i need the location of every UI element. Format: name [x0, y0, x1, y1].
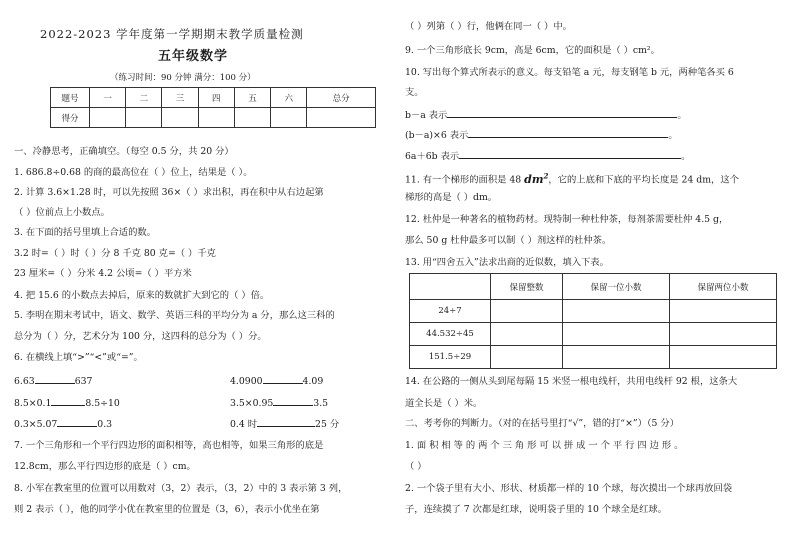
quotient-table: [409, 273, 777, 369]
question-line: 3. 在下面的括号里填上合适的数。: [14, 227, 156, 238]
right-column: [405, 0, 783, 550]
compare-left: 0.3×5.07: [14, 419, 58, 430]
question-line: 13. 用“四舍五入”法求出商的近似数，填入下表。: [405, 257, 609, 268]
question-line: 10. 写出每个算式所表示的意义。每支铅笔 a 元，每支钢笔 b 元，两种笔各买 6: [405, 67, 734, 78]
question-line: （ ）列第（ ）行，他俩在同一（ ）中。: [405, 21, 572, 32]
quotient-expression: 44.532÷45: [410, 323, 491, 346]
answer-cell[interactable]: [670, 323, 777, 346]
quotient-table-header: 保留整数: [491, 274, 563, 300]
answer-blank[interactable]: [468, 128, 668, 138]
expression-label: (b－a)×6 表示: [405, 130, 469, 141]
compare-row: [14, 396, 120, 410]
question-text: 11. 有一个梯形的面积是 48: [405, 174, 522, 186]
exam-subtitle: 五年级数学: [158, 49, 229, 64]
question-line: 总分为（ ）分，艺术分为 100 分，这四科的总分为（ ）分。: [14, 331, 267, 342]
question-line: 1. 686.8÷0.68 的商的最高位在（ ）位上，结果是（ ）。: [14, 167, 253, 178]
compare-left: 3.5×0.95: [230, 398, 274, 409]
question-text: ，它的上底和下底的平均长度是 24 dm，这个: [548, 174, 739, 186]
quotient-table-header: [410, 274, 491, 300]
score-table-header: 总分: [307, 88, 376, 108]
compare-row: [230, 396, 328, 410]
question-line: 6. 在横线上填“>”“<”或“=”。: [14, 352, 143, 363]
quotient-table-header: 保留两位小数: [670, 274, 777, 300]
quotient-table-header: 保留一位小数: [563, 274, 670, 300]
question-line: 23 厘米=（ ）分米 4.2 公顷=（ ）平方米: [14, 268, 192, 279]
meaning-line: b－a 表示 。: [405, 110, 687, 121]
answer-cell[interactable]: [670, 300, 777, 323]
question-line: 道全长是（ ）米。: [405, 398, 483, 409]
answer-blank[interactable]: [57, 417, 97, 427]
question-line: 梯形的高是（ ）dm。: [405, 192, 498, 203]
compare-left: 0.4 时: [230, 419, 258, 430]
score-cell[interactable]: [162, 108, 198, 128]
compare-right: 3.5: [313, 398, 329, 409]
compare-row: [230, 417, 339, 431]
question-line: [405, 169, 739, 187]
compare-left: 8.5×0.1: [14, 398, 52, 409]
question-line: 8. 小军在教室里的位置可以用数对（3，2）表示，（3，2）中的 3 表示第 3 列，: [14, 483, 348, 494]
score-table-header: 六: [271, 88, 307, 108]
meaning-line: (b－a)×6 表示 。: [405, 130, 678, 141]
score-table-header: 二: [126, 88, 162, 108]
answer-cell[interactable]: [563, 300, 670, 323]
meaning-line: 6a＋6b 表示 。: [405, 151, 691, 162]
score-table-header: 题号: [51, 88, 90, 108]
answer-blank[interactable]: [459, 149, 681, 159]
question-line: 则 2 表示（ ），他的同学小优在教室里的位置是（3，6），表示小优坐在第: [14, 504, 320, 515]
question-line: 支。: [405, 87, 424, 98]
question-line: 14. 在公路的一侧从头到尾每隔 15 米竖一根电线杆，共用电线杆 92 根，这条大: [405, 376, 738, 387]
expression-label: 6a＋6b 表示: [405, 151, 460, 162]
answer-blank[interactable]: [51, 396, 85, 406]
section-2-heading: 二、考考你的判断力。（对的在括号里打“√”，错的打“×”）（5 分）: [405, 418, 680, 429]
compare-left: 4.0900: [230, 376, 263, 387]
compare-right: 4.09: [302, 376, 324, 387]
question-line: 9. 一个三角形底长 9cm，高是 6cm，它的面积是（ ）cm²。: [405, 45, 660, 56]
answer-cell[interactable]: [491, 323, 563, 346]
score-cell[interactable]: [271, 108, 307, 128]
score-cell[interactable]: [126, 108, 162, 128]
question-line: 12.8cm，那么平行四边形的底是（ ）cm。: [14, 461, 196, 472]
left-column: [14, 0, 392, 550]
question-line: 3.2 时=（ ）时（ ）分 8 千克 80 克=（ ）千克: [14, 248, 216, 259]
compare-left: 6.63: [14, 376, 35, 387]
score-cell[interactable]: [90, 108, 126, 128]
question-line: 12. 杜仲是一种著名的植物药材。现特制一种杜仲茶，每剂茶需要杜仲 4.5 g，: [405, 214, 729, 225]
score-table-header: 三: [162, 88, 198, 108]
compare-row: [230, 374, 323, 388]
quotient-expression: 151.5÷29: [410, 346, 491, 369]
score-table: [50, 87, 376, 128]
compare-right: 637: [74, 376, 93, 387]
expression-label: b－a 表示: [405, 110, 448, 121]
compare-row: [14, 417, 112, 431]
section-1-heading: 一、冷静思考，正确填空。（每空 0.5 分，共 20 分）: [14, 146, 234, 157]
score-table-header: 一: [90, 88, 126, 108]
compare-right: 0.3: [97, 419, 113, 430]
score-cell[interactable]: [198, 108, 234, 128]
answer-blank[interactable]: [35, 374, 75, 384]
score-row-label: 得分: [51, 108, 90, 128]
judgement-line: 子，连续摸了 7 次都是红球，说明袋子里的 10 个球全是红球。: [405, 504, 667, 515]
compare-right: 8.5÷10: [85, 398, 120, 409]
compare-row: [14, 374, 92, 388]
answer-blank[interactable]: [447, 108, 677, 118]
compare-right: 25 分: [315, 419, 340, 430]
exam-title: 2022-2023 学年度第一学期期末教学质量检测: [40, 27, 304, 41]
unit-dm2: $dm^2$: [524, 171, 549, 186]
answer-cell[interactable]: [563, 323, 670, 346]
answer-cell[interactable]: [670, 346, 777, 369]
answer-blank[interactable]: [257, 417, 315, 427]
answer-blank[interactable]: [273, 396, 313, 406]
question-line: 那么 50 g 杜仲最多可以制（ ）剂这样的杜仲茶。: [405, 235, 612, 246]
question-line: 4. 把 15.6 的小数点去掉后，原来的数就扩大到它的（ ）倍。: [14, 290, 270, 301]
judgement-line: 1. 面 积 相 等 的 两 个 三 角 形 可 以 拼 成 一 个 平 行 四 边 形 。: [405, 440, 684, 451]
judgement-line: 2. 一个袋子里有大小、形状、材质都一样的 10 个球，每次摸出一个球再放回袋: [405, 483, 733, 494]
score-table-header: 五: [234, 88, 270, 108]
exam-info: （练习时间：90 分钟 满分：100 分）: [110, 73, 256, 83]
answer-cell[interactable]: [563, 346, 670, 369]
question-line: 2. 计算 3.6×1.28 时，可以先按照 36×（ ）求出积，再在积中从右边起第: [14, 187, 324, 198]
judgement-answer-parentheses[interactable]: （ ）: [405, 461, 427, 472]
answer-blank[interactable]: [263, 374, 303, 384]
answer-cell[interactable]: [491, 346, 563, 369]
score-cell[interactable]: [234, 108, 270, 128]
question-line: 7. 一个三角形和一个平行四边形的面积相等，高也相等，如果三角形的底是: [14, 440, 324, 451]
score-table-header: 四: [198, 88, 234, 108]
score-cell[interactable]: [307, 108, 376, 128]
answer-cell[interactable]: [491, 300, 563, 323]
quotient-expression: 24÷7: [410, 300, 491, 323]
question-line: （ ）位前点上小数点。: [14, 207, 110, 218]
question-line: 5. 李明在期末考试中，语文、数学、英语三科的平均分为 a 分，那么这三科的: [14, 310, 335, 321]
